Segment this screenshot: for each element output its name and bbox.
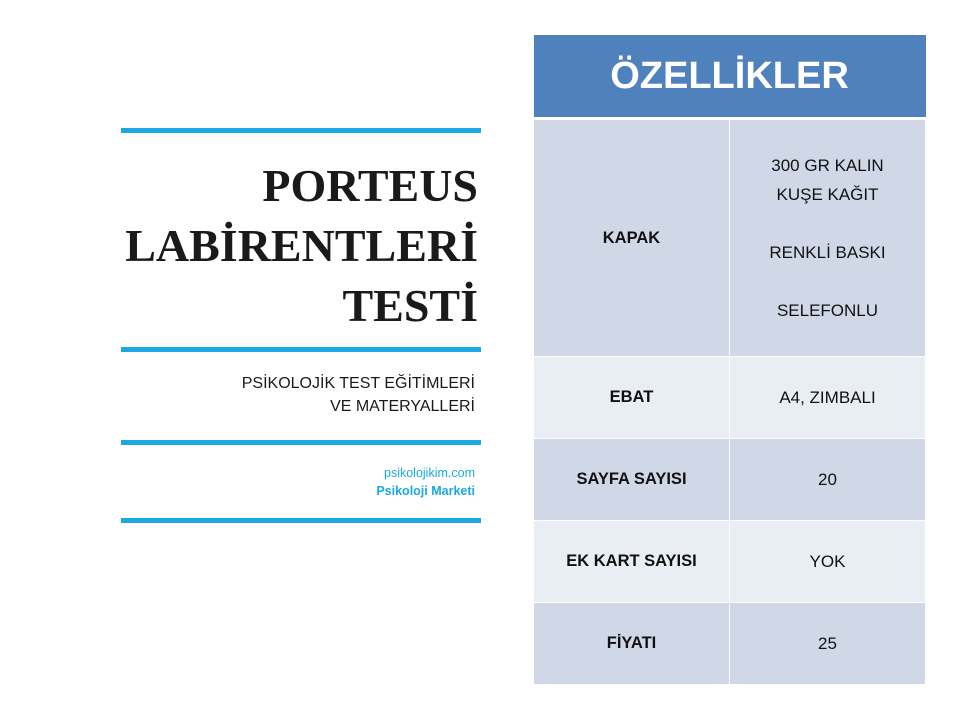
- product-title: [100, 156, 478, 336]
- kapak-gap: [730, 267, 925, 296]
- table-row: [534, 603, 926, 685]
- subtitle-line-1: PSİKOLOJİK TEST EĞİTİMLERİ: [241, 375, 475, 392]
- site-url: psikolojikim.com: [384, 466, 475, 480]
- row-key-fiyati: FİYATI: [534, 603, 730, 685]
- site-info: [121, 464, 475, 500]
- kapak-line: SELEFONLU: [776, 301, 879, 320]
- lower-divider: [121, 440, 481, 445]
- row-value-ebat: A4, ZIMBALI: [730, 357, 926, 439]
- middle-divider: [121, 347, 481, 352]
- row-value-ek-kart-sayisi: YOK: [730, 521, 926, 603]
- row-value-kapak: [730, 119, 926, 357]
- bottom-divider: [121, 518, 481, 523]
- row-value-fiyati: 25: [730, 603, 926, 685]
- kapak-line: RENKLİ BASKI: [769, 243, 886, 262]
- title-line-1: PORTEUS: [262, 160, 478, 211]
- site-brand: Psikoloji Marketi: [376, 484, 475, 498]
- title-line-2: LABİRENTLERİ: [125, 220, 478, 271]
- title-line-3: TESTİ: [342, 280, 478, 331]
- table-row: [534, 357, 926, 439]
- row-key-sayfa-sayisi: SAYFA SAYISI: [534, 439, 730, 521]
- kapak-line: 300 GR KALIN: [771, 156, 884, 175]
- row-key-ek-kart-sayisi: EK KART SAYISI: [534, 521, 730, 603]
- kapak-line: KUŞE KAĞIT: [776, 185, 879, 204]
- row-key-ebat: EBAT: [534, 357, 730, 439]
- features-header: ÖZELLİKLER: [534, 35, 926, 119]
- table-row: [534, 119, 926, 357]
- features-table: [533, 35, 926, 685]
- kapak-gap: [730, 209, 925, 238]
- row-key-kapak: KAPAK: [534, 119, 730, 357]
- subtitle: [121, 372, 475, 418]
- subtitle-line-2: VE MATERYALLERİ: [330, 398, 475, 415]
- row-value-sayfa-sayisi: 20: [730, 439, 926, 521]
- top-divider: [121, 128, 481, 133]
- table-row: [534, 439, 926, 521]
- table-row: [534, 521, 926, 603]
